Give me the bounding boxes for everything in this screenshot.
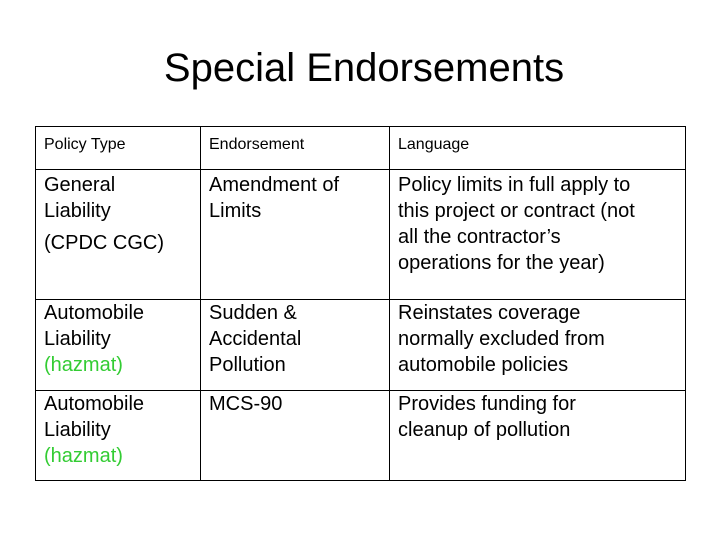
policy-type-line: Liability — [44, 200, 111, 222]
endorsement-cell — [201, 170, 390, 300]
language-cell — [390, 391, 686, 481]
table-row — [36, 391, 686, 481]
language-cell — [390, 170, 686, 300]
table-row — [36, 170, 686, 300]
header-language: Language — [390, 127, 686, 170]
endorsement-line: Amendment of — [209, 174, 340, 196]
hazmat-tag: (hazmat) — [44, 445, 123, 467]
policy-type-line: General — [44, 174, 116, 196]
hazmat-tag: (hazmat) — [44, 354, 123, 376]
language-line: all the contractor’s — [398, 226, 561, 248]
header-policy-type: Policy Type — [36, 127, 201, 170]
endorsement-line: Sudden & — [209, 302, 297, 324]
table-row — [36, 300, 686, 391]
policy-type-cell — [36, 300, 201, 391]
policy-type-line: Liability — [44, 419, 111, 441]
language-line: Provides funding for — [398, 393, 576, 415]
endorsement-line: MCS-90 — [209, 393, 283, 415]
policy-note: (CPDC CGC) — [44, 232, 164, 254]
language-line: automobile policies — [398, 354, 569, 376]
header-endorsement: Endorsement — [201, 127, 390, 170]
header-row — [36, 127, 686, 170]
language-line: cleanup of pollution — [398, 419, 571, 441]
language-line: normally excluded from — [398, 328, 605, 350]
endorsement-line: Accidental — [209, 328, 302, 350]
policy-type-cell — [36, 391, 201, 481]
policy-type-line: Automobile — [44, 393, 145, 415]
endorsement-cell — [201, 300, 390, 391]
slide-title: Special Endorsements — [163, 46, 565, 90]
endorsement-line: Limits — [209, 200, 262, 222]
policy-type-line: Automobile — [44, 302, 145, 324]
policy-type-cell — [36, 170, 201, 300]
language-cell — [390, 300, 686, 391]
endorsement-cell — [201, 391, 390, 481]
policy-type-line: Liability — [44, 328, 111, 350]
endorsement-line: Pollution — [209, 354, 286, 376]
endorsements-table — [35, 126, 686, 481]
language-line: this project or contract (not — [398, 200, 635, 222]
language-line: Reinstates coverage — [398, 302, 581, 324]
language-line: operations for the year) — [398, 252, 605, 274]
language-line: Policy limits in full apply to — [398, 174, 631, 196]
